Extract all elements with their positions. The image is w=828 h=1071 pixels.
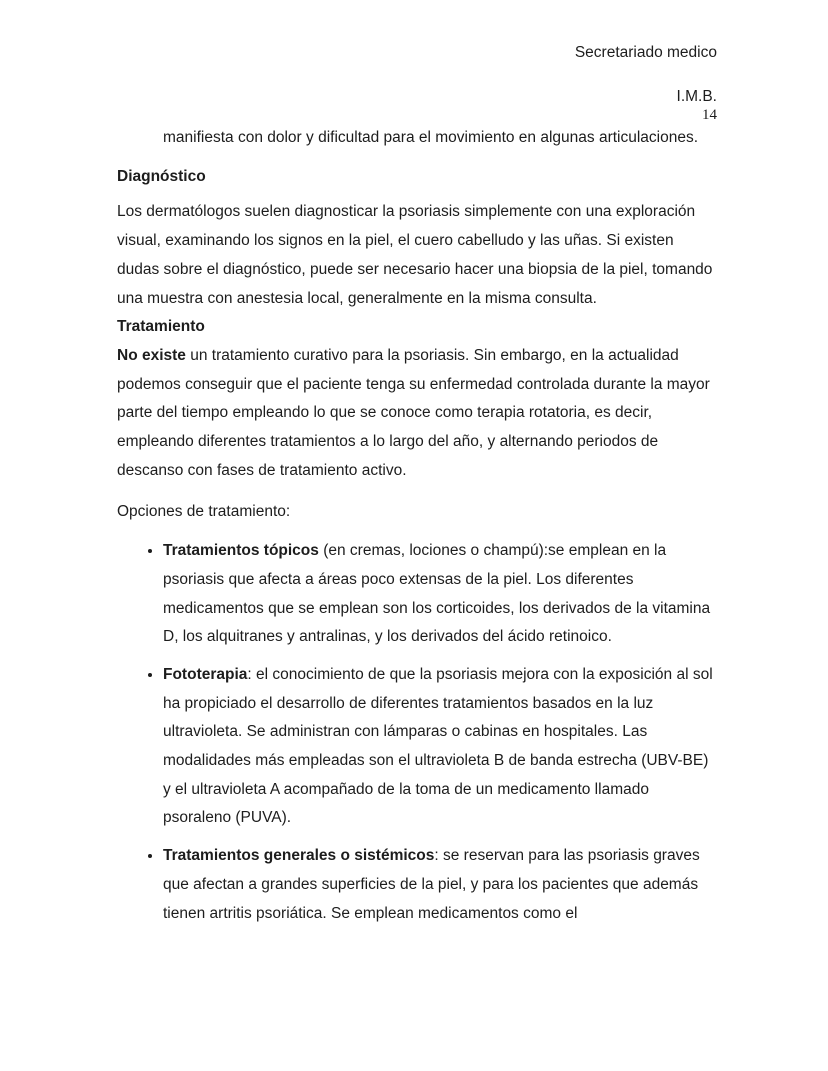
- treatment-options-label: Opciones de tratamiento:: [117, 503, 291, 521]
- treatment-intro-paragraph: [117, 342, 717, 486]
- option-description: (en cremas, lociones o champú):se emplean en la psoriasis que afecta a áreas poco extensas de la piel. Los diferentes medicamentos que se emplean son los corticoides, los derivados de la vitamina D, los alquitranes y antralinas, y los derivados del ácido retinoico.: [163, 542, 711, 646]
- continuation-paragraph: manifiesta con dolor y dificultad para el movimiento en algunas articulaciones.: [163, 129, 699, 146]
- list-item: [163, 661, 717, 833]
- document-body: [117, 124, 717, 928]
- list-item: [163, 842, 717, 928]
- list-item: [163, 537, 717, 652]
- page-header: [117, 44, 717, 124]
- option-description: : el conocimiento de que la psoriasis mejora con la exposición al sol ha propiciado el desarrollo de diferentes tratamientos basados en la luz ultravioleta. Se administran con lámparas o cabinas en hospitales. Las modalidades más empleadas son el ultravioleta B de banda estrecha (UBV-BE) y el ultravioleta A acompañado de la toma de un medicamento llamado psoraleno (PUVA).: [163, 665, 713, 827]
- diagnosis-paragraph: Los dermatólogos suelen diagnosticar la psoriasis simplemente con una exploración visual, examinando los signos en la piel, el cuero cabelludo y las uñas. Si existen dudas sobre el diagnóstico, puede ser necesario hacer una biopsia de la piel, tomando una muestra con anestesia local, generalmente en la misma consulta.: [117, 203, 713, 307]
- header-course-title: Secretariado medico: [574, 44, 717, 61]
- header-author-initials: I.M.B.: [676, 88, 717, 105]
- treatment-intro-text: un tratamiento curativo para la psoriasis. Sin embargo, en la actualidad podemos conseguir que el paciente tenga su enfermedad controlada durante la mayor parte del tiempo empleando lo que se conoce como terapia rotatoria, es decir, empleando diferentes tratamientos a lo largo del año, y alternando periodos de descanso con fases de tratamiento activo.: [117, 346, 710, 479]
- option-description: : se reservan para las psoriasis graves que afectan a grandes superficies de la piel, y para los pacientes que además tienen artritis psoriática. Se emplean medicamentos como el: [163, 847, 700, 922]
- treatment-options-list: [117, 537, 717, 928]
- treatment-intro-bold-lead: No existe: [117, 346, 186, 364]
- treatment-heading: Tratamiento: [117, 318, 205, 336]
- option-term: Tratamientos tópicos: [163, 542, 319, 560]
- option-term: Tratamientos generales o sistémicos: [163, 847, 435, 865]
- page-number: 14: [702, 107, 717, 123]
- diagnosis-heading: Diagnóstico: [117, 167, 206, 185]
- option-term: Fototerapia: [163, 665, 248, 683]
